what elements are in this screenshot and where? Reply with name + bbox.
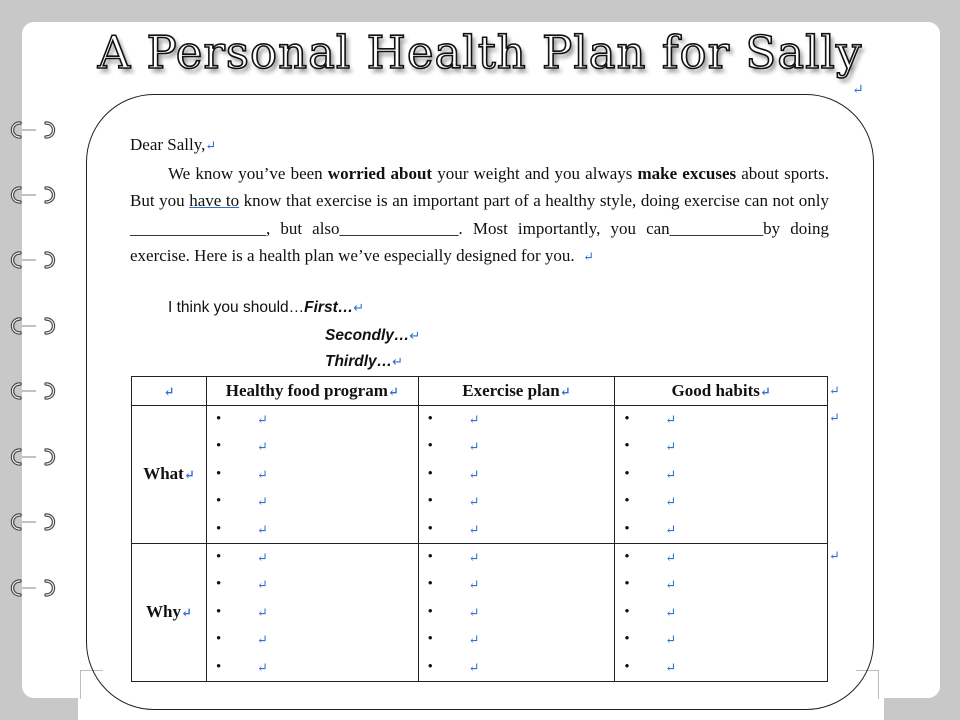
bullet-list [615,406,827,543]
bullet-dot-icon: • [427,603,433,620]
list-item[interactable] [615,406,827,433]
table-header-cell: Exercise plan↵ [418,377,615,406]
paragraph-mark-icon: ↵ [183,467,195,483]
bullet-dot-icon: • [624,411,630,427]
list-item[interactable] [207,406,418,433]
paragraph-mark-icon: ↵ [256,521,268,537]
paragraph-mark-icon: ↵ [256,632,268,648]
paragraph-mark-icon: ↵ [665,632,677,648]
paragraph-mark-icon: ↵ [256,494,268,510]
paragraph-mark-icon: ↵ [665,521,677,537]
paragraph-mark-icon: ↵ [468,659,480,675]
list-item[interactable] [615,488,827,515]
bullet-dot-icon: • [215,493,222,510]
paragraph-mark-icon: ↵ [256,439,268,455]
bullet-dot-icon: • [624,603,630,620]
bullet-dot-icon: • [215,438,222,455]
paragraph-mark-icon: ↵ [559,384,571,399]
bullet-list [207,406,418,543]
binder-ring-icon [6,511,60,533]
paragraph-mark-icon: ↵ [759,384,771,399]
paragraph-mark-icon: ↵ [468,632,480,648]
bullet-dot-icon: • [427,438,433,455]
table-cell[interactable] [206,543,418,681]
paragraph-mark-icon: ↵ [468,577,480,593]
bullet-dot-icon: • [215,411,222,427]
list-item[interactable] [419,488,615,515]
list-item[interactable] [615,626,827,653]
bold-phrase: worried about [327,163,433,183]
paragraph-mark-icon: ↵ [852,83,864,98]
bullet-dot-icon: • [427,548,433,565]
paragraph-mark-icon: ↵ [829,383,840,398]
bullet-dot-icon: • [427,631,433,648]
list-item[interactable] [207,461,418,488]
table-header-cell: Healthy food program↵ [206,377,418,406]
list-item[interactable] [419,544,615,571]
paragraph-mark-icon: ↵ [353,300,365,315]
binder-ring-icon [6,184,60,206]
underlined-phrase: have to [189,191,240,210]
bold-phrase: make excuses [637,163,737,183]
paragraph-mark-icon: ↵ [468,521,480,537]
list-item[interactable] [419,599,615,626]
list-item[interactable] [207,544,418,571]
bullet-dot-icon: • [215,603,222,620]
bullet-dot-icon: • [215,631,222,648]
paragraph-mark-icon: ↵ [256,604,268,620]
bullet-list [419,544,615,681]
paragraph-mark-icon: ↵ [256,412,268,427]
table-row [132,543,828,681]
list-item[interactable] [419,571,615,598]
table-cell[interactable] [418,406,615,544]
paragraph-mark-icon: ↵ [468,412,480,427]
letter-body [130,131,829,271]
table-header-cell [132,377,207,406]
table-header-row [132,377,828,406]
bullet-dot-icon: • [624,465,630,482]
bullet-dot-icon: • [427,576,433,593]
table-cell[interactable] [418,543,615,681]
row-label-what: What↵ [132,406,207,544]
list-item[interactable] [207,599,418,626]
paragraph-mark-icon: ↵ [256,549,268,565]
paragraph-mark-icon: ↵ [829,548,840,563]
paragraph-mark-icon: ↵ [392,354,404,369]
binder-ring-icon [6,249,60,271]
bullet-dot-icon: • [215,548,222,565]
table-cell[interactable] [206,406,418,544]
paragraph-mark-icon: ↵ [468,466,480,482]
paragraph-mark-icon: ↵ [468,439,480,455]
bullet-dot-icon: • [215,658,222,675]
thirdly-line: Thirdly…↵ [325,353,404,370]
paragraph-mark-icon: ↵ [256,659,268,675]
table-row [132,406,828,544]
paragraph-mark-icon: ↵ [665,466,677,482]
paragraph-mark-icon: ↵ [665,604,677,620]
binder-ring-icon [6,446,60,468]
bullet-dot-icon: • [624,520,630,537]
paragraph-mark-icon: ↵ [665,577,677,593]
binder-ring-icon [6,577,60,599]
bullet-dot-icon: • [215,465,222,482]
bullet-dot-icon: • [427,465,433,482]
bullet-dot-icon: • [624,576,630,593]
suggestion-line: I think you should…First…↵ [168,299,365,316]
list-item[interactable] [207,626,418,653]
paragraph-mark-icon: ↵ [468,494,480,510]
binder-ring-icon [6,315,60,337]
list-item[interactable] [615,654,827,681]
list-item[interactable] [419,433,615,460]
binder-ring-icon [6,119,60,141]
bullet-dot-icon: • [624,548,630,565]
paragraph-mark-icon: ↵ [665,439,677,455]
row-label-why: Why↵ [132,543,207,681]
list-item[interactable] [207,571,418,598]
paragraph-mark-icon: ↵ [181,605,192,621]
list-item[interactable] [207,433,418,460]
bullet-dot-icon: • [624,438,630,455]
bullet-dot-icon: • [624,631,630,648]
secondly-line: Secondly…↵ [325,327,421,344]
table-cell[interactable] [615,543,828,681]
paragraph-mark-icon: ↵ [256,466,268,482]
list-item[interactable] [207,654,418,681]
list-item[interactable] [419,626,615,653]
bullet-list [207,544,418,681]
list-item[interactable] [615,516,827,543]
list-item[interactable] [615,571,827,598]
paragraph-mark-icon: ↵ [409,328,421,343]
paragraph-mark-icon: ↵ [583,249,595,264]
bullet-dot-icon: • [427,411,433,427]
health-plan-table [131,376,828,682]
bullet-dot-icon: • [215,520,222,537]
letter-paragraph: We know you’ve been worried about your weight and you always make excuses about sports. But you have to know that exercise is an important part of a healthy style, doing exercise can not only ________________, but also______________. Most importantly, you can___________by doing exercise. Here is a health plan we’ve especially designed for you. ↵ [130,163,830,265]
binder-ring-icon [6,380,60,402]
bullet-list [615,544,827,681]
table-header-cell: Good habits↵ [615,377,828,406]
paragraph-mark-icon: ↵ [205,138,217,153]
paragraph-mark-icon: ↵ [665,549,677,565]
list-item[interactable] [615,599,827,626]
list-item[interactable] [419,654,615,681]
list-item[interactable] [419,461,615,488]
paragraph-mark-icon: ↵ [387,384,399,399]
list-item[interactable] [207,516,418,543]
bullet-dot-icon: • [215,576,222,593]
bullet-dot-icon: • [427,493,433,510]
list-item[interactable] [419,406,615,433]
paragraph-mark-icon: ↵ [468,549,480,565]
paragraph-mark-icon: ↵ [665,659,677,675]
paragraph-mark-icon: ↵ [163,384,175,399]
list-item[interactable] [615,544,827,571]
bullet-list [419,406,615,543]
list-item[interactable] [207,488,418,515]
paragraph-mark-icon: ↵ [665,494,677,510]
bullet-dot-icon: • [427,658,433,675]
bullet-dot-icon: • [624,658,630,675]
list-item[interactable] [615,461,827,488]
list-item[interactable] [615,433,827,460]
paragraph-mark-icon: ↵ [829,410,840,425]
paragraph-mark-icon: ↵ [468,604,480,620]
list-item[interactable] [419,516,615,543]
paragraph-mark-icon: ↵ [256,577,268,593]
page-title: A Personal Health Plan for Sally [97,26,863,79]
bullet-dot-icon: • [624,493,630,510]
table-cell[interactable] [615,406,828,544]
bullet-dot-icon: • [427,520,433,537]
paragraph-mark-icon: ↵ [665,412,677,427]
salutation: Dear Sally,↵ [130,135,217,154]
